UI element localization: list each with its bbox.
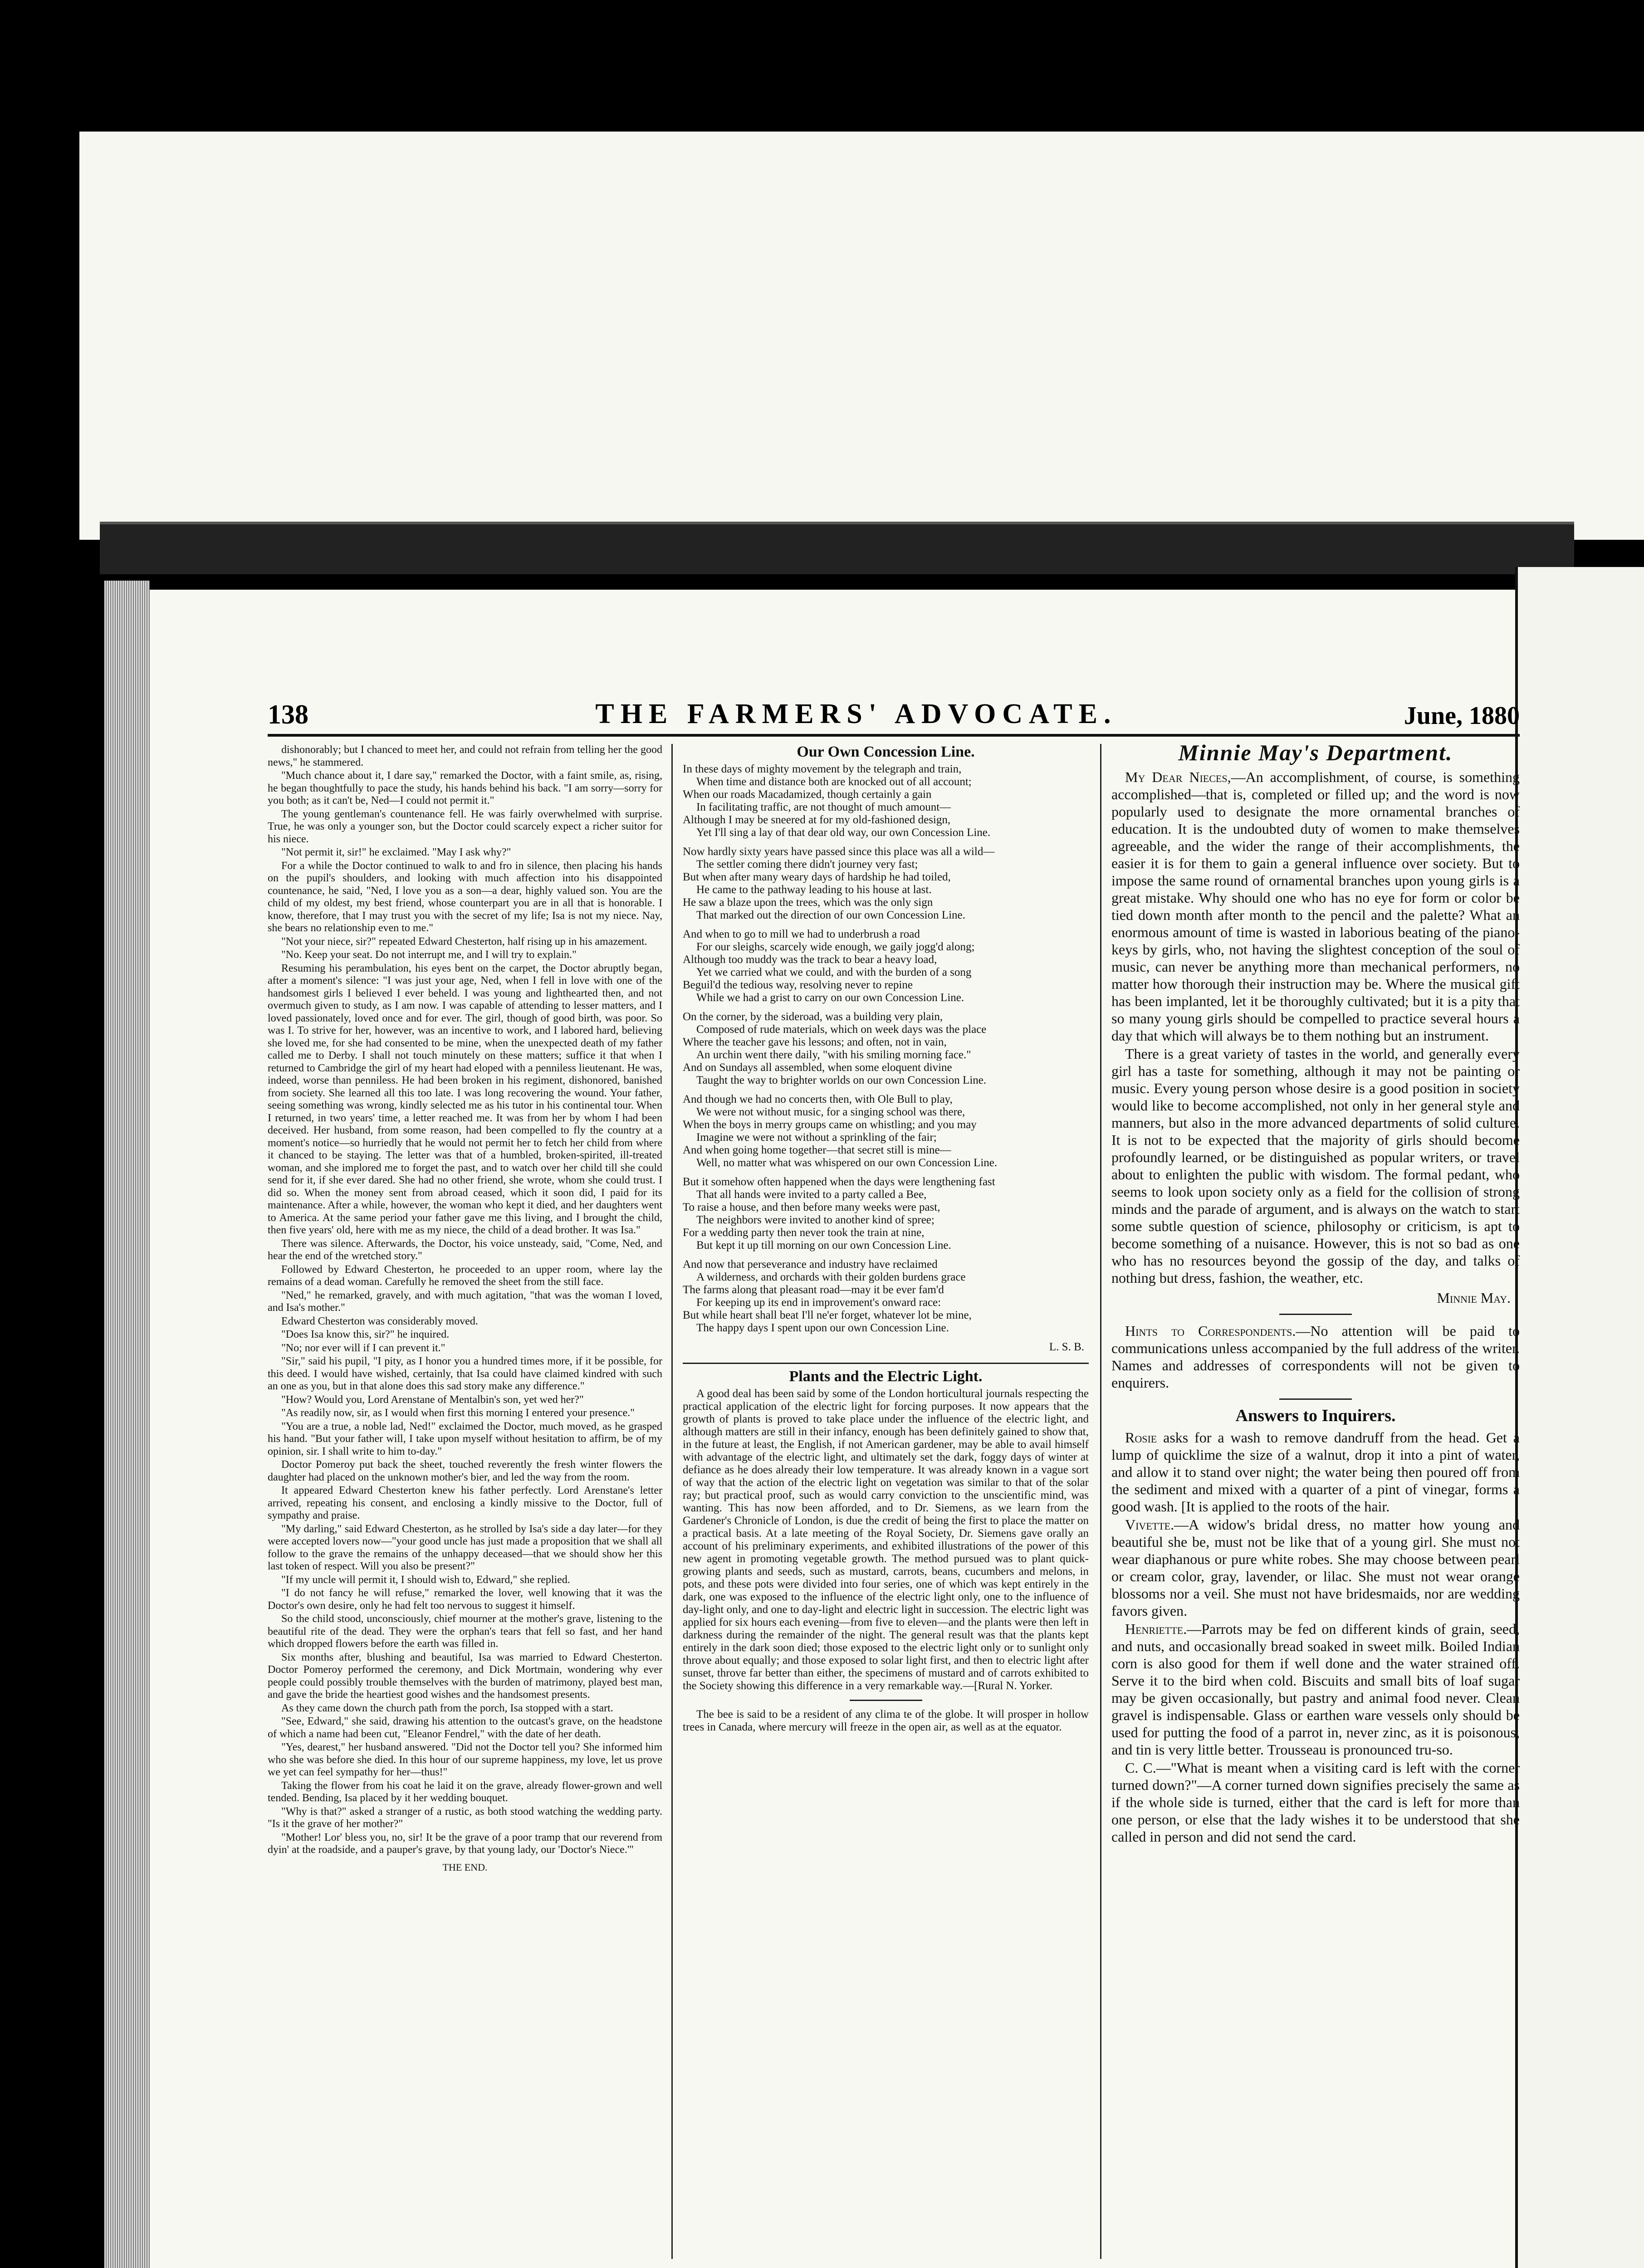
answer-name: Vivette. bbox=[1125, 1516, 1174, 1533]
story-paragraph: Six months after, blushing and beautiful, Isa was married to Edward Chesterton. Doctor Pomeroy performed the ceremony, and Dick Mortmain, wondering why ever people could possibly trouble themselves with the burden of matrimony, played best man, and gave the bride the heartiest good wishes and the handsomest presents. bbox=[268, 1651, 662, 1701]
poem-line: The settler coming there didn't journey very fast; bbox=[696, 858, 918, 870]
poem-line: A wilderness, and orchards with their golden burdens grace bbox=[696, 1271, 966, 1283]
article-text: A good deal has been said by some of the London horticultural journals respecting the practical application of the electric light for forcing purposes. It now appears that the growth of plants is proved to take place under the influence of the electric light, and although matters are still in their infancy, enough has been definitely gained to show that, in the future at least, the English, if not American gardener, may be able to avail himself with advantage of the electric light, and ultimately set the dark, foggy days of winter at defiance as he does already their low temperature. It was already known in a vague sort of way that the action of the electric light on vegetation was similar to that of the solar ray; but practical proof, such as would carry conviction to the unscientific mind, was wanting. This has now been afforded, and to Dr. Siemens, as we learn from the Gardener's Chronicle of London, is due the credit of being the first to place the matter on a practical basis. At a late meeting of the Royal Society, Dr. Siemens gave orally an account of his preliminary experiments, and exhibited illustrations of the power of this new agent in promoting vegetable growth. The method pursued was to plant quick-growing plants and seeds, such as mustard, carrots, beans, cucumbers and melons, in pots, and these pots were divided into four series, one of which was kept entirely in the dark, one was exposed to the influence of the electric light only, one to the influence of day-light only, and one to day-light and electric light in succession. The electric light was applied for six hours each evening—from five to eleven—and the plants were then left in darkness during the remainder of the night. The general result was that the plants kept entirely in the dark soon died; those exposed to the electric light only or to sunlight only throve about equally; and those exposed to solar light first, and then to electric light after sunset, throve far better than either, the specimens of mustard and of carrots exhibited to the Society showing this difference in a very remarkable way.—[Rural N. Yorker. bbox=[683, 1388, 1089, 1692]
answer-entry bbox=[1111, 1429, 1520, 1515]
story-paragraph: "Mother! Lor' bless you, no, sir! It be the grave of a poor tramp that our reverend from dyin' at the roadside, and a pauper's grave, by that young lady, our 'Doctor's Niece.'" bbox=[268, 1831, 662, 1856]
poem-stanza bbox=[683, 846, 1089, 922]
story-paragraph: Doctor Pomeroy put back the sheet, touched reverently the fresh winter flowers the daughter had placed on the unknown mother's bier, and led the way from the room. bbox=[268, 1459, 662, 1483]
newspaper-page bbox=[150, 590, 1520, 2268]
poem-line: And when going home together—that secret still is mine— bbox=[683, 1144, 951, 1156]
answer-name: Rosie bbox=[1125, 1429, 1157, 1446]
poem-line: Well, no matter what was whispered on our own Concession Line. bbox=[696, 1157, 998, 1169]
letter-paragraph-2: There is a great variety of tastes in the world, and generally every girl has a taste for something, although it may not be painting or music. Every young person whose desire is a good position in society would like to become accomplished, not only in her general style and manners, but also in the more advanced departments of solid culture. It is not to be expected that the majority of girls should become profoundly learned, or be distinguished as popular writers, or travel about to enlighten the public with wisdom. The formal pedant, who seems to look upon society only as a field for the collision of strong minds and the parade of argument, and is always on the watch to start some subtle question of science, philosophy or criticism, is apt to become something of a nuisance. However, this is not so bad as one who has no resources beyond the gossip of the day, and talks of nothing but dress, fashion, the weather, etc. bbox=[1111, 1046, 1520, 1286]
page-header bbox=[268, 689, 1520, 730]
poem-line: And on Sundays all assembled, when some eloquent divine bbox=[683, 1061, 952, 1074]
story-paragraph: "How? Would you, Lord Arenstane of Mentalbin's son, yet wed her?" bbox=[281, 1393, 584, 1406]
poem-line: He came to the pathway leading to his house at last. bbox=[696, 884, 932, 896]
poem-line: While we had a grist to carry on our own Concession Line. bbox=[696, 992, 964, 1004]
story-paragraph: There was silence. Afterwards, the Doctor, his voice unsteady, said, "Come, Ned, and hear the end of the wretched story." bbox=[268, 1237, 662, 1262]
poem-line: To raise a house, and then before many weeks were past, bbox=[683, 1201, 940, 1213]
letter-paragraph-1 bbox=[1111, 768, 1520, 1044]
answer-entry bbox=[1111, 1516, 1520, 1619]
poem-line: When our roads Macadamized, though certainly a gain bbox=[683, 788, 932, 801]
poem-line: Although I may be sneered at for my old-fashioned design, bbox=[683, 814, 951, 826]
letter-signature: Minnie May. bbox=[1437, 1290, 1511, 1306]
poem-signature: L. S. B. bbox=[1049, 1341, 1084, 1353]
background-sheet bbox=[79, 132, 1644, 540]
story-paragraph: Resuming his perambulation, his eyes bent on the carpet, the Doctor abruptly began, after a moment's silence: "I was just your age, Ned, when I fell in love with one of the handsomest girls I believed I ever beheld. I was young and lighthearted then, and not overmuch given to study, as I am now. I was capable of attending to lesser matters, and I loved passionately, loved once and for ever. The girl, though of good birth, was poor. So was I. To strive for her, however, was an incentive to work, and I labored hard, believing she loved me, for she had consented to be mine, when the unexpected death of my father called me to Derby. I shall not touch minutely on these matters; suffice it that when I returned to Cambridge the girl of my heart had eloped with a penniless lieutenant. He was, indeed, worse than penniless. He had been broken in his regiment, dishonored, banished from society. She learned all this too late. I was long recovering the wound. Your father, seeing something was wrong, kindly selected me as his tutor in his continental tour. When I returned, in two years' time, a letter reached me. It was from her by whom I had been deceived. Her husband, from some reason, had been compelled to fly the country at a moment's notice—so hurriedly that he would not permit her to fetch her child from where it chanced to be staying. The letter was that of a humbled, broken-spirited, ill-treated woman, and she implored me to forget the past, and to watch over her child till she could send for it, if she ever dared. She had no other friend, she wrote, whom she could trust. I did so. When the money sent from abroad ceased, which it soon did, I paid for its maintenance. After a while, however, the woman who kept it died, and her daughters went to America. At the same period your father gave me this living, and I brought the child, then five years' old, here with me as my niece, the child of a dead brother. It was Isa." bbox=[268, 962, 662, 1236]
poem-line: That marked out the direction of our own Concession Line. bbox=[696, 909, 965, 921]
column-divider bbox=[1100, 744, 1101, 2259]
page-number: 138 bbox=[268, 699, 308, 729]
story-paragraph: "Not permit it, sir!" he exclaimed. "May I ask why?" bbox=[281, 846, 511, 858]
story-paragraph: As they came down the church path from the porch, Isa stopped with a start. bbox=[281, 1702, 613, 1714]
hints-label: Hints to Correspondents. bbox=[1125, 1323, 1296, 1339]
poem-line: He saw a blaze upon the trees, which was the only sign bbox=[683, 896, 933, 909]
story-paragraph: dishonorably; but I chanced to meet her, and could not refrain from telling her the good news," he stammered. bbox=[268, 744, 662, 768]
story-paragraph: "I do not fancy he will refuse," remarked the lover, well knowing that it was the Doctor's own desire, only he had felt too nervous to suggest it himself. bbox=[268, 1587, 662, 1612]
poem-stanza bbox=[683, 1176, 1089, 1252]
poem-line: And when to go to mill we had to underbrush a road bbox=[683, 928, 920, 940]
poem-stanza bbox=[683, 928, 1089, 1004]
masthead: THE FARMERS' ADVOCATE. bbox=[595, 699, 1117, 729]
poem-line: We were not without music, for a singing school was there, bbox=[696, 1106, 965, 1118]
story-paragraph: Taking the flower from his coat he laid it on the grave, already flower-grown and well tended. Bending, Isa placed by it her wedding bouquet. bbox=[268, 1779, 662, 1804]
story-paragraph: "As readily now, sir, as I would when first this morning I entered your presence." bbox=[281, 1407, 635, 1419]
answer-text: —"What is meant when a visiting card is left with the corner turned down?"—A corner turned down signifies precisely the same as if the whole side is turned, either that the card is left for more than one person, or else that the lady wishes it to be understood that she called in person and did not send the card. bbox=[1111, 1760, 1520, 1845]
poem-line: Imagine we were not without a sprinkling of the fair; bbox=[696, 1131, 937, 1144]
issue-date: June, 1880 bbox=[1404, 702, 1520, 730]
story-paragraph: "Sir," said his pupil, "I pity, as I honor you a hundred times more, if it be possible, for this deed. I would have wished, certainly, that Isa could have claimed kindred with such an one as you, but in that alone does this sad story make any difference." bbox=[268, 1355, 662, 1392]
poem-line: The happy days I spent upon our own Concession Line. bbox=[696, 1322, 949, 1334]
story-paragraph: "Does Isa know this, sir?" he inquired. bbox=[281, 1329, 450, 1340]
poem-line: But while heart shall beat I'll ne'er forget, whatever lot be mine, bbox=[683, 1309, 972, 1321]
middle-column bbox=[683, 744, 1089, 2268]
poem-stanza bbox=[683, 1093, 1089, 1169]
answer-entry bbox=[1111, 1620, 1520, 1758]
poem-line: For a wedding party then never took the train at nine, bbox=[683, 1227, 925, 1239]
poem-line: Yet we carried what we could, and with the burden of a song bbox=[696, 966, 972, 978]
poem-body bbox=[683, 763, 1089, 1334]
bee-note: The bee is said to be a resident of any clima te of the globe. It will prosper in hollow trees in Canada, where mercury will freeze in the open air, as well as at the equator. bbox=[683, 1708, 1089, 1733]
poem-line: When the boys in merry groups came on whistling; and you may bbox=[683, 1119, 977, 1131]
story-paragraph: "You are a true, a noble lad, Ned!" exclaimed the Doctor, much moved, as he grasped his hand. "But your father will, I take upon myself without hesitation to affirm, be of my opinion, sir. I shall write to him to-day." bbox=[268, 1420, 662, 1457]
story-paragraph: "No; nor ever will if I can prevent it." bbox=[281, 1342, 445, 1354]
poem-line: For our sleighs, scarcely wide enough, we gaily jogg'd along; bbox=[696, 941, 975, 953]
poem-line: That all hands were invited to a party called a Bee, bbox=[696, 1188, 927, 1201]
poem-line: Yet I'll sing a lay of that dear old way, our own Concession Line. bbox=[696, 826, 991, 839]
answer-text: —Parrots may be fed on different kinds of grain, seed, and nuts, and occasionally bread soaked in sweet milk. Boiled Indian corn is also good for them if well done and the water strained off. Serve it to the bird when cold. Biscuits and small bits of loaf sugar may be given occasionally, but pastry and animal food never. Clean gravel is indispensable. Glass or earthen ware vessels only should be used for putting the food of a parrot in, never zinc, as it is poisonous, and tin is very little better. Trousseau is pronounced tru-so. bbox=[1111, 1621, 1520, 1758]
story-paragraph: "See, Edward," she said, drawing his attention to the outcast's grave, on the headstone of which a name had been cut, "Eleanor Fendrel," with the date of her death. bbox=[268, 1716, 662, 1740]
poem-stanza bbox=[683, 1011, 1089, 1087]
poem-stanza bbox=[683, 1258, 1089, 1334]
answer-entry bbox=[1111, 1759, 1520, 1845]
poem-line: In facilitating traffic, are not thought of much amount— bbox=[696, 801, 951, 813]
salutation: My Dear Nieces, bbox=[1125, 769, 1231, 785]
section-rule bbox=[683, 1363, 1089, 1364]
poem-line: An urchin went there daily, "with his smiling morning face." bbox=[696, 1049, 971, 1061]
story-paragraph: For a while the Doctor continued to walk to and fro in silence, then placing his hands on the pupil's shoulders, and looking with much affection into his disappointed countenance, he said, "Ned, I love you as a son—a dear, highly valued son. You are the child of my oldest, my best friend, whose counterpart you are in all that is honorable. I know, therefore, that I may trust you with the secret of my life; Isa is not my niece. Nay, she bears no relationship even to me." bbox=[268, 860, 662, 934]
story-paragraph: "Yes, dearest," her husband answered. "Did not the Doctor tell you? She informed him who she was before she died. In this hour of our supreme happiness, my love, let us prove we yet can feel sympathy for her—thus!" bbox=[268, 1741, 662, 1778]
poem-line: And now that perseverance and industry have reclaimed bbox=[683, 1258, 938, 1271]
poem-title: Our Own Concession Line. bbox=[797, 744, 975, 760]
short-rule bbox=[850, 1700, 922, 1701]
adjacent-page-strip bbox=[1515, 567, 1644, 2268]
poem-line: For keeping up its end in improvement's onward race: bbox=[696, 1296, 941, 1309]
poem-line: Beguil'd the tedious way, resolving never to repine bbox=[683, 979, 913, 991]
end-label: THE END. bbox=[442, 1861, 488, 1873]
answer-text: asks for a wash to remove dandruff from the head. Get a lump of quicklime the size of a walnut, drop it into a pint of water, and allow it to stand over night; the water being then poured off from the sediment and mixed with a quarter of a pint of vinegar, forms a good wash. [It is applied to the roots of the hair. bbox=[1111, 1429, 1520, 1515]
poem-line: In these days of mighty movement by the telegraph and train, bbox=[683, 763, 962, 775]
story-paragraph: "If my uncle will permit it, I should wish to, Edward," she replied. bbox=[281, 1574, 570, 1586]
answer-name: Henriette. bbox=[1125, 1621, 1187, 1637]
poem-line: And though we had no concerts then, with Ole Bull to play, bbox=[683, 1093, 953, 1105]
poem-line: On the corner, by the sideroad, was a building very plain, bbox=[683, 1011, 943, 1023]
column-divider bbox=[671, 744, 673, 2259]
story-paragraph: "Much chance about it, I dare say," remarked the Doctor, with a faint smile, as, rising, he began thoughtfully to pace the study, his hands behind his back. "I am sorry—sorry for you both; as it can't be, Ned—I could not permit it." bbox=[268, 770, 662, 807]
short-rule bbox=[1279, 1314, 1352, 1315]
hints-text: —No attention will be paid to communications unless accompanied by the full address of the writer. Names and addresses of correspondents will not be given to enquirers. bbox=[1111, 1323, 1520, 1391]
poem-line: When time and distance both are knocked out of all account; bbox=[696, 776, 972, 788]
story-column bbox=[268, 744, 662, 2268]
poem-line: Where the teacher gave his lessons; and often, not in vain, bbox=[683, 1036, 947, 1048]
stacked-pages-edge bbox=[104, 581, 150, 2268]
story-paragraph: It appeared Edward Chesterton knew his father perfectly. Lord Arenstane's letter arrived, repeating his consent, and enclosing a kindly missive to the Doctor, full of sympathy and praise. bbox=[268, 1485, 662, 1521]
article-title: Plants and the Electric Light. bbox=[789, 1368, 983, 1385]
poem-line: But kept it up till morning on our own Concession Line. bbox=[696, 1239, 951, 1251]
story-paragraph: Followed by Edward Chesterton, he proceeded to an upper room, where lay the remains of a dead woman. Carefully he removed the sheet from the still face. bbox=[268, 1263, 662, 1288]
poem-line: Composed of rude materials, which on week days was the place bbox=[696, 1023, 987, 1036]
story-paragraph: The young gentleman's countenance fell. He was fairly overwhelmed with surprise. True, he was only a younger son, but the Doctor could scarcely expect a richer suitor for his niece. bbox=[268, 808, 662, 845]
poem-line: Although too muddy was the track to bear a heavy load, bbox=[683, 953, 937, 966]
poem-line: But it somehow often happened when the days were lengthening fast bbox=[683, 1176, 995, 1188]
short-rule bbox=[1279, 1398, 1352, 1400]
story-paragraph: Edward Chesterton was considerably moved. bbox=[281, 1315, 478, 1327]
book-edge bbox=[100, 522, 1574, 574]
department-title: Minnie May's Department. bbox=[1178, 744, 1453, 765]
answer-name: C. C. bbox=[1125, 1760, 1156, 1776]
answers-list bbox=[1111, 1429, 1520, 1845]
story-paragraph: "Not your niece, sir?" repeated Edward Chesterton, half rising up in his amazement. bbox=[281, 935, 647, 948]
story-paragraph: "No. Keep your seat. Do not interrupt me, and I will try to explain." bbox=[281, 949, 577, 961]
story-paragraph: So the child stood, unconsciously, chief mourner at the mother's grave, listening to the beautiful rite of the dead. They were the orphan's tears that fell so fast, and her hand which dropped flowers before the earth was filled in. bbox=[268, 1613, 662, 1650]
letter-text-1: —An accomplishment, of course, is something accomplished—that is, completed or filled up; and the word is now popularly used to designate the more ornamental branches of education. It is the undoubted duty of women to make themselves agreeable, and the wider the range of their accomplishments, the easier it is for them to gain a general influence over society. But to impose the same round of ornamental branches upon young girls is a great mistake. Why should one who has no eye for form or color be tied down month after month to the pencil and the palette? What an enormous amount of time is wasted in laborious beating of the piano-keys by girls, who, not having the slightest conception of the soul of music, can never be anything more than mechanical performers, no matter how thorough their instruction may be. Where the musical gift has been implanted, let it be thoroughly cultivated; but it is a pity that so many young girls should be compelled to practice several hours a day that which will always be to them nothing but an instrument. bbox=[1111, 769, 1520, 1044]
poem-line: The neighbors were invited to another kind of spree; bbox=[696, 1214, 935, 1226]
header-rule bbox=[268, 734, 1520, 737]
poem-line: Taught the way to brighter worlds on our own Concession Line. bbox=[696, 1074, 987, 1086]
answer-text: —A widow's bridal dress, no matter how young and beautiful she be, must not be like that of a young girl. She must not wear diaphanous or pure white robes. She may choose between pearl or cream color, gray, lavender, or lilac. She must not wear orange blossoms nor a veil. She must not have bridesmaids, nor are wedding favors given. bbox=[1111, 1516, 1520, 1619]
hints-paragraph bbox=[1111, 1322, 1520, 1391]
poem-line: The farms along that pleasant road—may it be ever fam'd bbox=[683, 1284, 944, 1296]
answers-title: Answers to Inquirers. bbox=[1235, 1406, 1396, 1425]
story-paragraph: "Ned," he remarked, gravely, and with much agitation, "that was the woman I loved, and Isa's mother." bbox=[268, 1289, 662, 1314]
department-column bbox=[1111, 744, 1520, 2268]
story-paragraph: "My darling," said Edward Chesterton, as he strolled by Isa's side a day later—for they were accepted lovers now—"your good uncle has just made a proposition that we shall all follow to the grave the remains of the unhappy deceased—that we should show her this last token of respect. Will you also be present?" bbox=[268, 1523, 662, 1572]
poem-line: But when after many weary days of hardship he had toiled, bbox=[683, 871, 951, 883]
story-paragraph: "Why is that?" asked a stranger of a rustic, as both stood watching the wedding party. "Is it the grave of her mother?" bbox=[268, 1805, 662, 1830]
poem-stanza bbox=[683, 763, 1089, 839]
poem-line: Now hardly sixty years have passed since this place was all a wild— bbox=[683, 846, 995, 858]
